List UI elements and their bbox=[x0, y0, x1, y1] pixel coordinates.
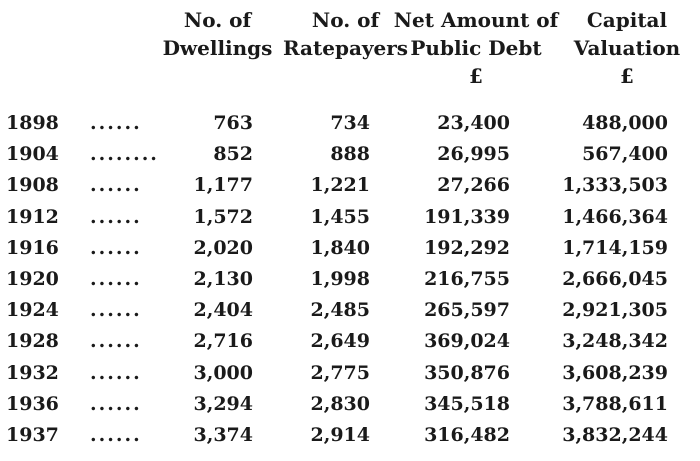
public-debt-cell: 316,482 bbox=[424, 423, 510, 446]
table-row bbox=[0, 108, 700, 139]
public-debt-cell: 265,597 bbox=[424, 299, 510, 322]
ratepayers-cell: 2,649 bbox=[310, 330, 370, 353]
ratepayers-cell: 2,830 bbox=[310, 392, 370, 415]
public-debt-cell: 345,518 bbox=[424, 392, 510, 415]
leader-dots: ...... bbox=[90, 361, 142, 384]
header-debt-unit: £ bbox=[469, 64, 483, 88]
dwellings-cell: 1,572 bbox=[193, 205, 253, 228]
header-valuation-unit: £ bbox=[620, 64, 634, 88]
year-cell: 1912 bbox=[6, 205, 59, 228]
year-cell: 1904 bbox=[6, 143, 59, 166]
table-row bbox=[0, 202, 700, 233]
table-row bbox=[0, 295, 700, 326]
public-debt-cell: 191,339 bbox=[424, 205, 510, 228]
header-debt-line2: Public Debt bbox=[410, 36, 542, 60]
header-valuation-line1: Capital bbox=[586, 8, 668, 32]
capital-valuation-cell: 488,000 bbox=[582, 112, 668, 134]
header-public-debt bbox=[392, 6, 560, 90]
ratepayers-cell: 2,914 bbox=[310, 423, 370, 446]
table-row bbox=[0, 326, 700, 357]
leader-dots: ...... bbox=[90, 299, 142, 322]
header-ratepayers-line2: Ratepayers bbox=[282, 36, 409, 60]
header-dwellings bbox=[155, 6, 280, 62]
year-cell: 1920 bbox=[6, 267, 59, 290]
capital-valuation-cell: 2,921,305 bbox=[562, 299, 668, 322]
dwellings-cell: 3,374 bbox=[193, 423, 253, 446]
public-debt-cell: 27,266 bbox=[437, 174, 510, 197]
year-cell: 1898 bbox=[6, 112, 59, 134]
table-row bbox=[0, 358, 700, 389]
table-row bbox=[0, 420, 700, 451]
ratepayers-cell: 734 bbox=[330, 112, 370, 134]
leader-dots: ........ bbox=[90, 143, 159, 166]
year-cell: 1916 bbox=[6, 236, 59, 259]
table-row bbox=[0, 170, 700, 201]
year-cell: 1936 bbox=[6, 392, 59, 415]
leader-dots: ...... bbox=[90, 112, 142, 134]
public-debt-cell: 369,024 bbox=[424, 330, 510, 353]
dwellings-cell: 2,020 bbox=[193, 236, 253, 259]
capital-valuation-cell: 3,608,239 bbox=[562, 361, 668, 384]
dwellings-cell: 2,130 bbox=[193, 267, 253, 290]
public-debt-cell: 192,292 bbox=[424, 236, 510, 259]
header-capital-valuation bbox=[558, 6, 696, 90]
capital-valuation-cell: 1,714,159 bbox=[562, 236, 668, 259]
dwellings-cell: 3,294 bbox=[193, 392, 253, 415]
capital-valuation-cell: 2,666,045 bbox=[562, 267, 668, 290]
header-debt-line1: Net Amount of bbox=[393, 8, 559, 32]
year-cell: 1928 bbox=[6, 330, 59, 353]
capital-valuation-cell: 1,466,364 bbox=[562, 205, 668, 228]
dwellings-cell: 2,716 bbox=[193, 330, 253, 353]
header-valuation-line2: Valuation bbox=[573, 36, 681, 60]
public-debt-cell: 23,400 bbox=[437, 112, 510, 134]
dwellings-cell: 763 bbox=[213, 112, 253, 134]
public-debt-cell: 26,995 bbox=[437, 143, 510, 166]
ratepayers-cell: 2,485 bbox=[310, 299, 370, 322]
capital-valuation-cell: 1,333,503 bbox=[562, 174, 668, 197]
leader-dots: ...... bbox=[90, 423, 142, 446]
leader-dots: ...... bbox=[90, 174, 142, 197]
ratepayers-cell: 1,840 bbox=[310, 236, 370, 259]
dwellings-cell: 3,000 bbox=[193, 361, 253, 384]
capital-valuation-cell: 3,832,244 bbox=[562, 423, 668, 446]
leader-dots: ...... bbox=[90, 267, 142, 290]
header-dwellings-line2: Dwellings bbox=[162, 36, 273, 60]
table-body bbox=[0, 108, 700, 451]
dwellings-cell: 1,177 bbox=[193, 174, 253, 197]
year-cell: 1937 bbox=[6, 423, 59, 446]
public-debt-cell: 216,755 bbox=[424, 267, 510, 290]
header-dwellings-line1: No. of bbox=[183, 8, 252, 32]
capital-valuation-cell: 3,788,611 bbox=[562, 392, 668, 415]
ratepayers-cell: 888 bbox=[330, 143, 370, 166]
leader-dots: ...... bbox=[90, 392, 142, 415]
dwellings-cell: 852 bbox=[213, 143, 253, 166]
dwellings-cell: 2,404 bbox=[193, 299, 253, 322]
ratepayers-cell: 1,998 bbox=[310, 267, 370, 290]
header-ratepayers-line1: No. of bbox=[311, 8, 380, 32]
capital-valuation-cell: 567,400 bbox=[582, 143, 668, 166]
table-row bbox=[0, 139, 700, 170]
leader-dots: ...... bbox=[90, 205, 142, 228]
year-cell: 1932 bbox=[6, 361, 59, 384]
table-row bbox=[0, 233, 700, 264]
public-debt-cell: 350,876 bbox=[424, 361, 510, 384]
year-cell: 1908 bbox=[6, 174, 59, 197]
table-row bbox=[0, 264, 700, 295]
ratepayers-cell: 1,455 bbox=[310, 205, 370, 228]
ratepayers-cell: 1,221 bbox=[310, 174, 370, 197]
table-row bbox=[0, 389, 700, 420]
leader-dots: ...... bbox=[90, 330, 142, 353]
year-cell: 1924 bbox=[6, 299, 59, 322]
capital-valuation-cell: 3,248,342 bbox=[562, 330, 668, 353]
ratepayers-cell: 2,775 bbox=[310, 361, 370, 384]
leader-dots: ...... bbox=[90, 236, 142, 259]
